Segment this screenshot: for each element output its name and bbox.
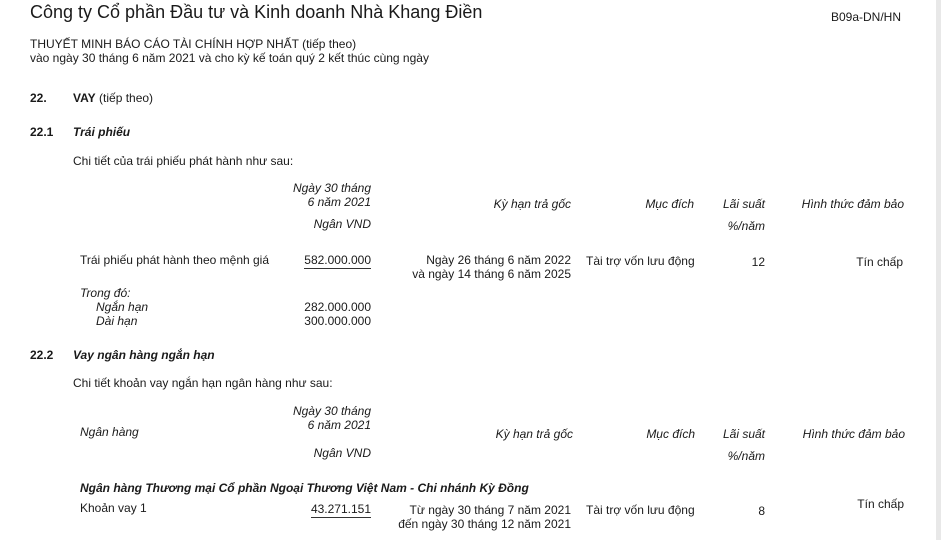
section-22-title-suffix: (tiếp theo) <box>95 91 154 105</box>
loan-col-collateral: Hình thức đảm bảo <box>802 427 905 441</box>
section-22-1-title: Trái phiếu <box>73 125 131 139</box>
loan-col-date-line1: Ngày 30 tháng <box>292 404 371 418</box>
loan-col-unit: Ngân VND <box>313 446 371 460</box>
bond-short-term-label: Ngắn hạn <box>96 300 149 314</box>
bond-col-purpose: Mục đích <box>645 197 694 211</box>
loan-col-date-line2: 6 năm 2021 <box>307 418 371 432</box>
loan-row-term-line1: Từ ngày 30 tháng 7 năm 2021 <box>409 503 571 517</box>
report-title: THUYẾT MINH BÁO CÁO TÀI CHÍNH HỢP NHẤT (tiếp theo) <box>30 37 357 51</box>
bond-row-purpose: Tài trợ vốn lưu động <box>586 254 695 268</box>
section-22-1-number: 22.1 <box>30 125 54 139</box>
page-edge <box>936 0 941 540</box>
loan-row-term-line2: đến ngày 30 tháng 12 năm 2021 <box>398 517 571 531</box>
bond-breakdown-label: Trong đó: <box>80 286 131 300</box>
loan-row-rate: 8 <box>758 504 765 518</box>
section-22-2-number: 22.2 <box>30 348 54 362</box>
loan-row-label: Khoản vay 1 <box>80 501 147 515</box>
section-22-2-intro: Chi tiết khoản vay ngắn hạn ngân hàng như sau: <box>73 376 333 390</box>
bond-long-term-amount: 300.000.000 <box>304 314 371 328</box>
loan-row-purpose: Tài trợ vốn lưu động <box>586 503 695 517</box>
section-22-number: 22. <box>30 91 47 105</box>
section-22-heading <box>73 91 153 105</box>
bond-row-collateral: Tín chấp <box>856 255 903 269</box>
loan-col-term: Kỳ hạn trả gốc <box>495 427 573 441</box>
loan-row-amount: 43.271.151 <box>310 502 371 516</box>
form-code: B09a-DN/HN <box>830 10 901 24</box>
loan-col-bank: Ngân hàng <box>80 425 139 439</box>
loan-col-purpose: Mục đích <box>646 427 695 441</box>
loan-bank-name: Ngân hàng Thương mại Cổ phần Ngoại Thương Việt Nam - Chi nhánh Kỳ Đồng <box>80 481 529 495</box>
bond-row-amount: 582.000.000 <box>304 253 371 267</box>
loan-col-rate: Lãi suất <box>722 427 765 441</box>
bond-row-term-line2: và ngày 14 tháng 6 năm 2025 <box>412 267 571 281</box>
company-name: Công ty Cổ phần Đầu tư và Kinh doanh Nhà Khang Điền <box>30 2 483 22</box>
bond-col-collateral: Hình thức đảm bảo <box>801 197 904 211</box>
section-22-1-intro: Chi tiết của trái phiếu phát hành như sau: <box>73 154 294 168</box>
section-22-title: VAY <box>73 91 96 105</box>
bond-col-date-line1: Ngày 30 tháng <box>292 181 371 195</box>
bond-short-term-amount: 282.000.000 <box>304 300 371 314</box>
bond-row-amount-cell <box>286 253 371 267</box>
report-subtitle: vào ngày 30 tháng 6 năm 2021 và cho kỳ kế toán quý 2 kết thúc cùng ngày <box>30 51 429 65</box>
section-22-2-title: Vay ngân hàng ngắn hạn <box>73 348 215 362</box>
loan-row-collateral: Tín chấp <box>857 497 904 511</box>
bond-row-label: Trái phiếu phát hành theo mệnh giá <box>80 253 270 267</box>
bond-col-term: Kỳ hạn trả gốc <box>493 197 571 211</box>
bond-col-rate: Lãi suất <box>722 197 765 211</box>
bond-col-date-line2: 6 năm 2021 <box>307 195 371 209</box>
bond-row-rate: 12 <box>751 255 765 269</box>
loan-col-rate-unit: %/năm <box>727 449 765 463</box>
loan-row-amount-cell <box>286 502 371 516</box>
bond-long-term-label: Dài hạn <box>96 314 138 328</box>
bond-row-term-line1: Ngày 26 tháng 6 năm 2022 <box>426 253 571 267</box>
bond-col-unit: Ngân VND <box>313 217 371 231</box>
bond-col-rate-unit: %/năm <box>727 219 765 233</box>
